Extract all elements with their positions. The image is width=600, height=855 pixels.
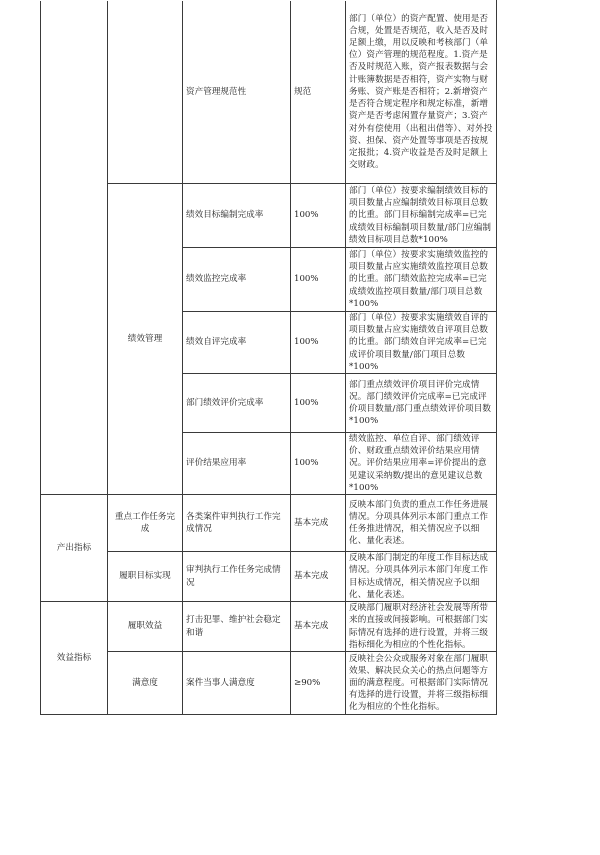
level3-cell: 打击犯罪、维护社会稳定和谐 [183,602,291,652]
description-cell: 反映部门履职对经济社会发展等所带来的直接或间接影响。可根据部门实际情况有选择的进行设置，并将三级指标细化为相应的个性化指标。 [346,602,497,652]
level1-cell: 效益指标 [41,602,108,715]
value-cell: 100% [291,248,346,312]
description-cell: 反映本部门负责的重点工作任务进展情况。分项具体列示本部门重点工作任务推进情况，相关情况应予以细化、量化表述。 [346,495,497,552]
level3-cell: 审判执行工作任务完成情况 [183,552,291,602]
table-row [41,652,497,715]
value-cell: 100% [291,184,346,248]
level3-cell: 绩效自评完成率 [183,312,291,374]
value-cell: 基本完成 [291,552,346,602]
level3-cell: 资产管理规范性 [183,1,291,184]
description-cell: 反映本部门制定的年度工作目标达成情况。分项具体列示本部门年度工作目标达成情况，相关情况应予以细化、量化表述。 [346,552,497,602]
value-cell: 100% [291,374,346,433]
description-cell: 部门重点绩效评价项目评价完成情况。部门绩效评价完成率=已完成评价项目数量/部门重点绩效评价项目数*100% [346,374,497,433]
value-cell: 100% [291,312,346,374]
level2-cell: 履职目标实现 [108,552,183,602]
value-cell: 100% [291,433,346,495]
description-cell: 部门（单位）按要求实施绩效自评的项目数量占应实施绩效自评项目总数的比重。部门绩效自评完成率=已完成评价项目数量/部门项目总数*100% [346,312,497,374]
level2-cell: 绩效管理 [108,184,183,495]
level2-cell: 履职效益 [108,602,183,652]
level3-cell: 案件当事人满意度 [183,652,291,715]
table-row [41,602,497,652]
level2-cell: 重点工作任务完成 [108,495,183,552]
level2-cell [108,1,183,184]
value-cell: 规范 [291,1,346,184]
level3-cell: 各类案件审判执行工作完成情况 [183,495,291,552]
value-cell: 基本完成 [291,495,346,552]
table-row [41,552,497,602]
level2-cell: 满意度 [108,652,183,715]
description-cell: 部门（单位）按要求编制绩效目标的项目数量占应编制绩效目标项目总数的比重。部门目标编制完成率=已完成绩效目标编制项目数量/部门应编制绩效目标项目总数*100% [346,184,497,248]
level3-cell: 评价结果应用率 [183,433,291,495]
description-cell: 部门（单位）按要求实施绩效监控的项目数量占应实施绩效监控项目总数的比重。部门绩效监控完成率=已完成绩效监控项目数量/部门项目总数*100% [346,248,497,312]
level1-cell: 产出指标 [41,495,108,602]
performance-indicator-table [40,0,497,715]
page-break-edge [40,0,496,1]
level3-cell: 绩效监控完成率 [183,248,291,312]
value-cell: ≥90% [291,652,346,715]
table-row [41,1,497,184]
level3-cell: 绩效目标编制完成率 [183,184,291,248]
level3-cell: 部门绩效评价完成率 [183,374,291,433]
description-cell: 部门（单位）的资产配置、使用是否合规，处置是否规范，收入是否及时足额上缴，用以反映和考核部门（单位）资产管理的规范程度。1.资产是否及时规范入账，资产报表数据与会计账簿数据是否相符，资产实物与财务账、资产账是否相符；2.新增资产是否符合规定程序和规定标准，新增资产是否考虑闲置存量资产；3.资产对外有偿使用（出租出借等）、对外投资、担保、资产处置等事项是否按规定报批；4.资产收益是否及时足额上交财政。 [346,1,497,184]
table-row [41,184,497,248]
value-cell: 基本完成 [291,602,346,652]
level1-cell [41,1,108,495]
description-cell: 绩效监控、单位自评、部门绩效评价、财政重点绩效评价结果应用情况。评价结果应用率=评价提出的意见建议采纳数/提出的意见建议总数*100% [346,433,497,495]
table-row [41,495,497,552]
description-cell: 反映社会公众或服务对象在部门履职效果、解决民众关心的热点问题等方面的满意程度。可根据部门实际情况有选择的进行设置，并将三级指标细化为相应的个性化指标。 [346,652,497,715]
